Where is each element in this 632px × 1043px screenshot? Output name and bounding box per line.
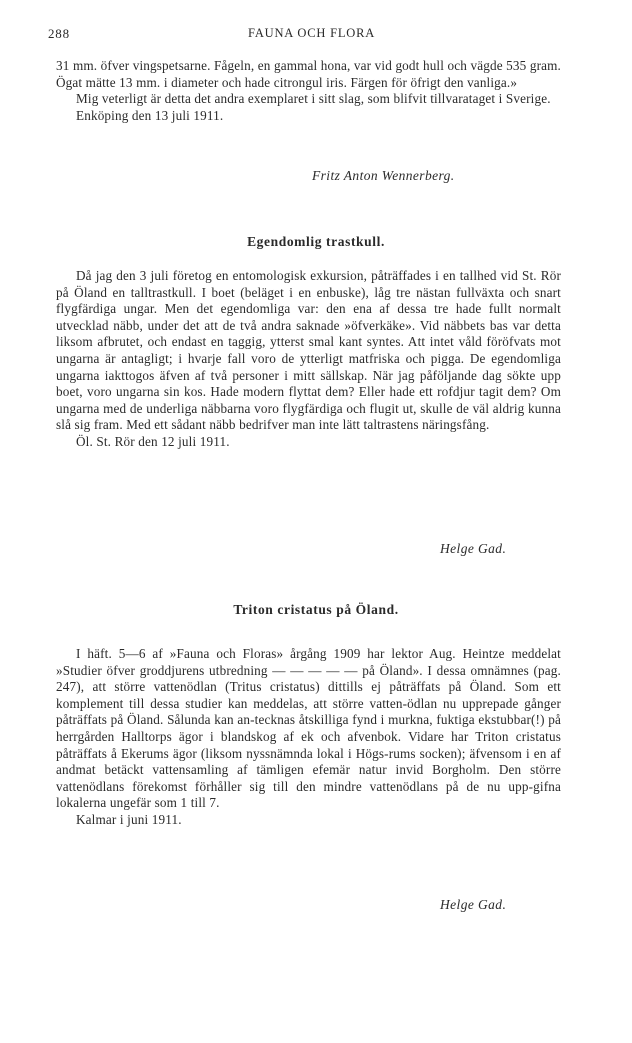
article-title: Egendomlig trastkull. [247,234,385,249]
signature: Fritz Anton Wennerberg. [312,168,455,183]
running-head: FAUNA OCH FLORA [248,26,376,40]
paragraph: I häft. 5—6 af »Fauna och Floras» årgång 1909 har lektor Aug. Heintze meddelat »Studier öfver groddjurens utbredning — — — — — på Öland». I dessa omnämnes (pag. 247), att större vattenödlan (Tritus cristatus) dittills ej påträffats på Öland. Som ett komplement till dessa studier kan meddelas, att större vatten-ödlan nu upprepade gånger påträffats på Öland. Sålunda kan an-tecknas åtskilliga fynd i murkna, fuktiga ekstubbar(!) på herrgården Halltorps ägor i blandskog af ek och afvenbok. Vidare har Triton cristatus påträffats å Ekerums ägor (liksom nyssnämnda lokal i Högs-rums socken); äfvensom i en af andmat betäckt vattensamling af tämligen efemär natur invid Borgholm. Den större vattenödlans förekomst förhåller sig till den mindre vattenödlans på de nu upp-gifna lokalerna ungefär som 1 till 7. [56,646,561,811]
top-section-body [56,58,561,124]
article-body [56,646,561,829]
page-number: 288 [48,26,70,41]
dateline: Enköping den 13 juli 1911. [76,107,224,123]
signature: Helge Gad. [440,541,507,556]
page-header [48,26,568,42]
dateline: Öl. St. Rör den 12 juli 1911. [76,433,230,449]
signature: Helge Gad. [440,897,507,912]
paragraph: Mig veterligt är detta det andra exemplaret i sitt slag, som blifvit tillvarataget i Sverige. [76,91,551,107]
article-body [56,268,561,451]
paragraph: 31 mm. öfver vingspetsarne. Fågeln, en gammal hona, var vid godt hull och vägde 535 gram. Ögat mätte 13 mm. i diameter och hade citrongul iris. Färgen för öfrigt den vanliga.» [56,58,561,90]
dateline: Kalmar i juni 1911. [76,811,182,827]
article-title: Triton cristatus på Öland. [233,602,399,617]
paragraph: Då jag den 3 juli företog en entomologisk exkursion, påträffades i en tallhed vid St. Rör på Öland en talltrastkull. I boet (beläget i en enbuske), låg tre nästan fullväxta och snart flygfärdiga ungar. Men det egendomliga var: den ena af dessa tre hade fullt normalt utvecklad näbb, under det att de två andra saknade »öfverkäke». Vid näbbets bas var detta liksom afbrutet, och endast en taggig, ytterst smal kant syntes. Att intet våld föröfvats mot ungarna är antagligt; i hvarje fall voro de ytterligt matfriska och pigga. De egendomliga ungarna iakttogos äfven af två personer i mitt sällskap. När jag påföljande dag sökte upp boet, voro ungarna sin kos. Hade modern flyttat dem? Eller hade ett rofdjur tagit dem? Om ungarna med de underliga näbbarna voro flygfärdiga och flugit ut, skulle de väl aldrig kunna slå sig fram. Med ett sådant näbb bedrifver man inte lätt taltrastens näringsfång. [56,268,561,433]
